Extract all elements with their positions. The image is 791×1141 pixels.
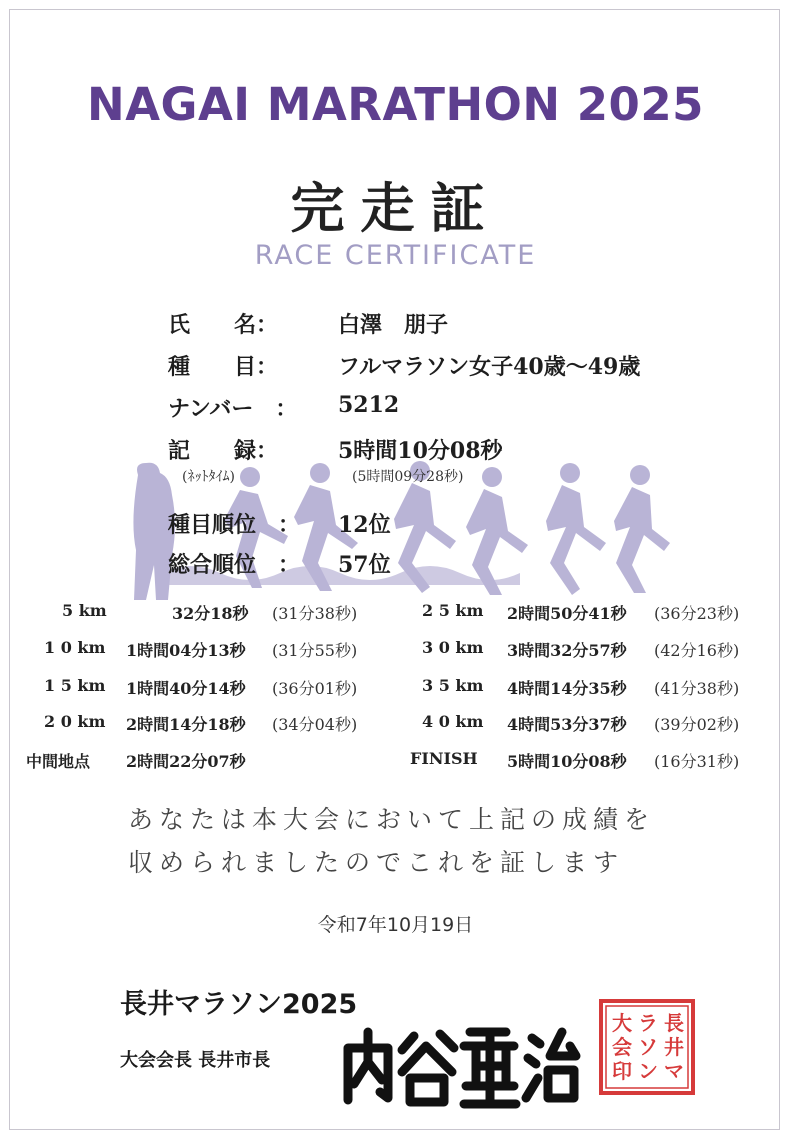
split-lap: (39分02秒) <box>654 715 740 734</box>
split-label: 2 0 km <box>44 712 106 731</box>
net-time-label: (ﾈｯﾄﾀｲﾑ) <box>182 469 235 485</box>
split-label: 1 0 km <box>44 638 106 657</box>
split-label: 中間地点 <box>26 752 91 771</box>
chairman-signature <box>336 1020 586 1110</box>
runner-name: 白澤 朋子 <box>338 312 449 338</box>
split-time: 2時間14分18秒 <box>126 715 246 734</box>
svg-text:大: 大 <box>612 1011 632 1035</box>
number-label: ナンバー ： <box>168 396 298 422</box>
overall-rank-label: 総合順位 ： <box>168 552 301 578</box>
chairman-title: 大会会長 長井市長 <box>120 1050 271 1071</box>
split-lap: (36分01秒) <box>272 679 358 698</box>
official-seal <box>598 998 696 1096</box>
split-label: 1 5 km <box>44 676 106 695</box>
svg-text:ソ: ソ <box>638 1035 658 1059</box>
split-label: 3 5 km <box>422 676 484 695</box>
category-label: 種 目： <box>168 354 279 380</box>
runner-number: 5212 <box>338 392 400 418</box>
split-label: FINISH <box>410 749 478 768</box>
certification-message-line1: あなたは本大会において上記の成績を <box>128 805 656 834</box>
split-time: 5時間10分08秒 <box>507 752 627 771</box>
svg-text:長: 長 <box>664 1011 684 1035</box>
certification-message-line2: 収められましたのでこれを証します <box>128 848 625 877</box>
name-label: 氏 名： <box>168 312 279 338</box>
svg-text:印: 印 <box>612 1059 632 1083</box>
split-label: 4 0 km <box>422 712 484 731</box>
split-lap: (42分16秒) <box>654 641 740 660</box>
event-title: NAGAI MARATHON 2025 <box>87 78 704 131</box>
split-time: 4時間53分37秒 <box>507 715 627 734</box>
split-lap: (36分23秒) <box>654 604 740 623</box>
runner-category: フルマラソン女子40歳～49歳 <box>338 354 641 380</box>
category-rank: 12位 <box>338 512 391 538</box>
split-time: 1時間04分13秒 <box>126 641 246 660</box>
split-label: 2 5 km <box>422 601 484 620</box>
split-time: 2時間22分07秒 <box>126 752 246 771</box>
overall-rank: 57位 <box>338 552 391 578</box>
category-rank-label: 種目順位 ： <box>168 512 301 538</box>
split-time: 3時間32分57秒 <box>507 641 627 660</box>
split-label: 3 0 km <box>422 638 484 657</box>
split-time: 2時間50分41秒 <box>507 604 627 623</box>
certificate-title: 完走証 <box>290 177 501 240</box>
split-lap: (41分38秒) <box>654 679 740 698</box>
svg-text:ン: ン <box>638 1059 658 1083</box>
issue-date: 令和7年10月19日 <box>317 914 474 936</box>
runner-record: 5時間10分08秒 <box>338 438 503 464</box>
svg-text:井: 井 <box>664 1035 684 1059</box>
split-lap: (31分38秒) <box>272 604 358 623</box>
svg-text:会: 会 <box>612 1035 632 1059</box>
certificate-subtitle: RACE CERTIFICATE <box>254 240 537 271</box>
split-time: 32分18秒 <box>172 604 249 623</box>
split-time: 4時間14分35秒 <box>507 679 627 698</box>
record-label: 記 録： <box>168 438 279 464</box>
organizer-name: 長井マラソン2025 <box>120 989 358 1020</box>
runner-net-time: (5時間09分28秒) <box>352 469 464 485</box>
split-label: 5 km <box>62 601 107 620</box>
svg-text:マ: マ <box>664 1059 684 1083</box>
split-lap: (16分31秒) <box>654 752 740 771</box>
split-lap: (34分04秒) <box>272 715 358 734</box>
svg-text:ラ: ラ <box>638 1011 658 1035</box>
split-lap: (31分55秒) <box>272 641 358 660</box>
split-time: 1時間40分14秒 <box>126 679 246 698</box>
